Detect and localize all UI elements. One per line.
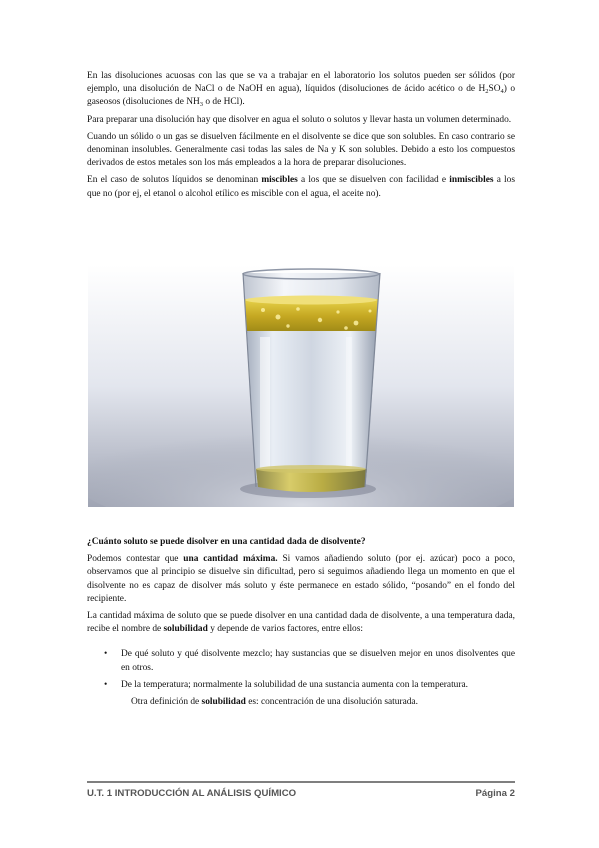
- footer-divider: [87, 781, 515, 783]
- paragraph-maximum-amount: Podemos contestar que una cantidad máxima. Si vamos añadiendo soluto (por ej. azúcar) poco a poco, observamos que al principio se disuelve sin dificultad, pero si seguimos añadiendo llega un momento en que el disolvente no es capaz de disolver más soluto y éste permanece en estado sólido, “posando” en el fondo del recipiente.: [87, 554, 515, 604]
- section-heading: ¿Cuánto soluto se puede disolver en una cantidad dada de disolvente?: [87, 537, 366, 547]
- paragraph-preparation: Para preparar una disolución hay que disolver en agua el soluto o solutos y llevar hasta un volumen determinado.: [87, 114, 512, 125]
- paragraph-miscible: En el caso de solutos líquidos se denominan miscibles a los que se disuelven con facilidad e inmiscibles a los que no (por ej, el etanol o alcohol etílico es miscible con el agua, el aceite no).: [87, 175, 515, 199]
- factors-list: [87, 648, 515, 692]
- alternative-definition: Otra definición de solubilidad es: concentración de una disolución saturada.: [131, 697, 418, 708]
- list-item: • De qué soluto y qué disolvente mezclo; hay sustancias que se disuelven mejor en unos disolventes que en otros.: [104, 649, 515, 673]
- glass-of-water-with-oil-image: [88, 265, 514, 507]
- paragraph-solutes: En las disoluciones acuosas con las que se va a trabajar en el laboratorio los solutos pueden ser sólidos (por ejemplo, una disolución de NaCl o de NaOH en agua), líquidos (disoluciones de ácido acético o de $H_2SO_4$) o gaseosos (disoluciones de $NH_3$ o de HCl).: [87, 71, 516, 109]
- list-item: • De la temperatura; normalmente la solubilidad de una sustancia aumenta con la temperatura.: [87, 679, 515, 692]
- bullet-icon: •: [104, 679, 108, 690]
- solubility-section: [87, 536, 515, 713]
- paragraph-solubility-definition: La cantidad máxima de soluto que se puede disolver en una cantidad dada de disolvente, a una temperatura dada, recibe el nombre de solubilidad y depende de varios factores, entre ellos:: [87, 611, 515, 635]
- page-number: Página 2: [475, 788, 515, 799]
- intro-section: [87, 70, 515, 205]
- bullet-icon: •: [104, 649, 108, 660]
- paragraph-soluble: Cuando un sólido o un gas se disuelven fácilmente en el disolvente se dice que son solubles. En caso contrario se denominan insolubles. Generalmente casi todas las sales de Na y K son solubles. Debido a esto los compuestos derivados de estos metales son los más empleados a la hora de preparar disoluciones.: [87, 131, 515, 169]
- footer-unit-title: U.T. 1 INTRODUCCIÓN AL ANÁLISIS QUÍMICO: [87, 788, 297, 799]
